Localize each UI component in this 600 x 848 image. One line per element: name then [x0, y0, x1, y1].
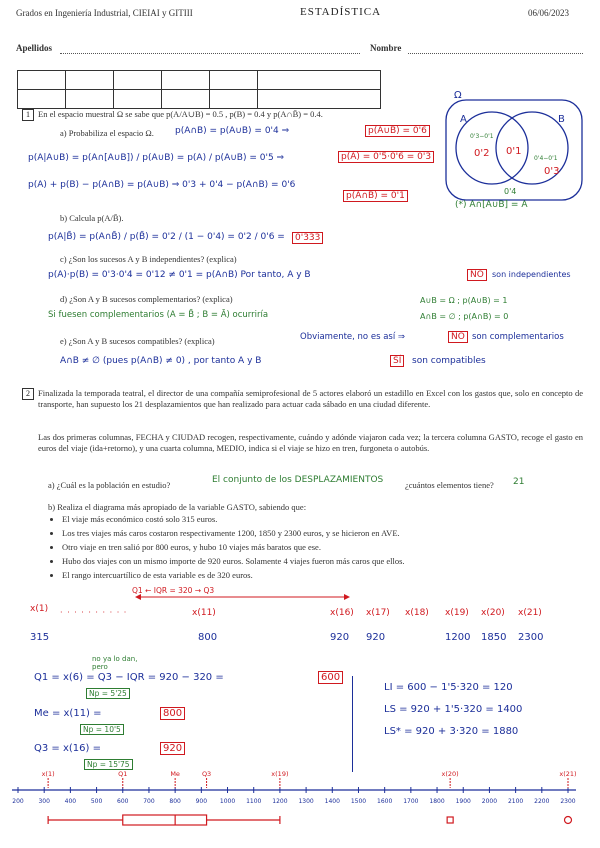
- axis-tick-label: 800: [169, 798, 181, 805]
- q3-calc: Q3 = x(16) =: [34, 743, 101, 754]
- q1-intro: En el espacio muestral Ω se sabe que p(A/A∪B) = 0.5 , p(B) = 0.4 y p(A∩B̄) = 0.4.: [38, 109, 323, 119]
- axis-marker-label: x(19): [271, 770, 289, 778]
- name-line: [408, 53, 583, 54]
- axis-tick-label: 1400: [324, 798, 340, 805]
- order-idx: x(16): [330, 608, 354, 618]
- q2-a-question2: ¿cuántos elementos tiene?: [405, 480, 494, 490]
- q3-np-box: Np = 15'75: [84, 759, 133, 770]
- axis-marker-label: Q1: [118, 770, 128, 778]
- q1-a-label: a) Probabiliza el espacio Ω.: [60, 128, 154, 138]
- axis-marker-label: x(20): [441, 770, 459, 778]
- q3-result-box: 920: [160, 742, 185, 755]
- axis-tick-label: 1500: [350, 798, 367, 805]
- q1-d-tail-pre: Obviamente, no es así ⇒: [300, 332, 406, 342]
- upper-fence-extreme: LS* = 920 + 3·320 = 1880: [384, 726, 519, 737]
- me-calc: Me = x(11) =: [34, 708, 102, 719]
- q1-a-line3: p(A) + p(B) − p(A∩B) = p(A∪B) ⇒ 0'3 + 0'4 − p(A∩B) = 0'6: [28, 180, 296, 190]
- q1-d-label: d) ¿Son A y B sucesos complementarios? (explica): [60, 294, 233, 304]
- venn-outside: 0'4: [504, 187, 517, 196]
- q1-b-box: 0'333: [292, 232, 323, 244]
- boxplot-axis: [0, 768, 600, 848]
- axis-tick-label: 1100: [246, 798, 262, 805]
- surname-line: [60, 53, 360, 54]
- upper-fence: LS = 920 + 1'5·320 = 1400: [384, 704, 523, 715]
- boxplot-extreme-outlier: [565, 817, 572, 824]
- name-label: Nombre: [370, 43, 402, 53]
- order-idx: x(19): [445, 608, 469, 618]
- q1-e-tail: son compatibles: [412, 356, 486, 366]
- axis-tick-label: 900: [195, 798, 208, 805]
- venn-intersection: 0'1: [506, 146, 522, 157]
- page-title: ESTADÍSTICA: [300, 6, 382, 18]
- order-idx: x(20): [481, 608, 505, 618]
- course-label: Grados en Ingeniería Industrial, CIEIAI y GITIII: [16, 8, 193, 18]
- q1-d-line: Si fuesen complementarios (A = B̄ ; B = Ā) ocurriría: [48, 310, 269, 320]
- axis-tick-label: 2200: [534, 798, 550, 805]
- question-1-number: 1: [22, 109, 34, 121]
- iqr-note: Q1 ← IQR = 320 → Q3: [132, 586, 215, 595]
- q1-result-box: 600: [318, 671, 343, 684]
- order-idx: x(17): [366, 608, 390, 618]
- q1-e-label: e) ¿Son A y B sucesos compatibles? (explica): [60, 336, 215, 346]
- order-val: 920: [330, 632, 350, 643]
- q2-a-answer: El conjunto de los DESPLAZAMIENTOS: [212, 475, 384, 485]
- q1-calc: Q1 = x(6) = Q3 − IQR = 920 − 320 =: [34, 672, 224, 683]
- q1-d-box: NO: [448, 331, 468, 343]
- grade-table: [17, 70, 381, 109]
- axis-tick-label: 600: [117, 798, 129, 805]
- q2-intro: Finalizada la temporada teatral, el director de una compañía semiprofesional de 5 actores elaboró un estadillo en Excel con los gastos que, solo en concepto de transporte, han supuesto los 21 desplazamientos que han realizado para actuar cada sábado en una ciudad diferente.: [38, 388, 583, 409]
- order-val: 920: [366, 632, 386, 643]
- q1-c-box: NO: [467, 269, 487, 281]
- axis-tick-label: 1700: [403, 798, 419, 805]
- order-val: 1850: [481, 632, 507, 643]
- q1-d-brace1: A∪B = Ω ; p(A∪B) = 1: [420, 296, 508, 305]
- exam-date: 06/06/2023: [528, 8, 570, 18]
- bullet-item: • Hubo dos viajes con un mismo importe de 920 euros. Solamente 4 viajes fueron más caros que ellos.: [62, 556, 582, 567]
- axis-marker-label: x(21): [559, 770, 577, 778]
- q1-c-line: p(A)·p(B) = 0'3·0'4 = 0'12 ≠ 0'1 = p(A∩B) Por tanto, A y B: [48, 270, 311, 280]
- venn-b-only: 0'3: [544, 166, 560, 177]
- q2-a-label: a) ¿Cuál es la población en estudio?: [48, 480, 171, 490]
- q1-e-box: SÍ: [390, 355, 404, 367]
- q1-a-box2: p(A) = 0'5·0'6 = 0'3: [338, 151, 434, 163]
- lower-fence: LI = 600 − 1'5·320 = 120: [384, 682, 513, 693]
- order-dots: · · · · · · · · · ·: [60, 608, 128, 617]
- q1-d-tail: son complementarios: [472, 332, 564, 342]
- order-idx: x(11): [192, 608, 216, 618]
- order-idx: x(21): [518, 608, 542, 618]
- order-idx: x(18): [405, 608, 429, 618]
- bullet-item: • El viaje más económico costó solo 315 euros.: [62, 514, 582, 525]
- axis-tick-label: 700: [143, 798, 155, 805]
- q1-e-line: A∩B ≠ ∅ (pues p(A∩B) ≠ 0) , por tanto A y B: [60, 356, 262, 366]
- q2-bullet-list: [48, 514, 582, 584]
- q1-a-line1: p(A∩B) = p(A∪B) = 0'4 ⇒: [175, 126, 290, 136]
- order-val: 800: [198, 632, 218, 643]
- order-val: 1200: [445, 632, 471, 643]
- axis-tick-label: 1200: [272, 798, 288, 805]
- boxplot-box: [123, 815, 207, 825]
- me-result-box: 800: [160, 707, 185, 720]
- q1-c-label: c) ¿Son los sucesos A y B independientes? (explica): [60, 254, 237, 264]
- q2-a-answer2: 21: [513, 477, 525, 487]
- q1-a-box1: p(A∪B) = 0'6: [365, 125, 430, 137]
- axis-tick-label: 400: [64, 798, 77, 805]
- bullet-item: • El rango intercuartílico de esta variable es de 320 euros.: [62, 570, 582, 581]
- bullet-item: • Los tres viajes más caros costaron respectivamente 1200, 1850 y 2300 euros, y se hicieron en AVE.: [62, 528, 582, 539]
- q1-note: no ya lo dan, pero: [92, 655, 138, 671]
- q1-a-line2: p(A|A∪B) = p(A∩[A∪B]) / p(A∪B) = p(A) / p(A∪B) = 0'5 ⇒: [28, 153, 285, 163]
- axis-marker-label: Me: [170, 770, 180, 778]
- q1-c-tail: son independientes: [492, 270, 571, 279]
- axis-tick-label: 1900: [455, 798, 471, 805]
- venn-a-only-expr: 0'3−0'1: [470, 133, 494, 140]
- question-2-number: 2: [22, 388, 34, 400]
- order-val: 315: [30, 632, 50, 643]
- axis-tick-label: 2300: [560, 798, 576, 805]
- axis-tick-label: 2100: [507, 798, 524, 805]
- iqr-arrow: [135, 592, 350, 602]
- axis-tick-label: 2000: [481, 798, 498, 805]
- q1-a-box3: p(A∩B) = 0'1: [343, 190, 408, 202]
- axis-marker-label: x(1): [41, 770, 55, 778]
- order-val: 2300: [518, 632, 544, 643]
- surname-label: Apellidos: [16, 43, 53, 53]
- venn-a-only: 0'2: [474, 148, 490, 159]
- q2-para2: Las dos primeras columnas, FECHA y CIUDAD recogen, respectivamente, cuándo y adónde viajaron cada vez; la tercera columna GASTO, recoge el gasto en euros del viaje (ida+retorno), y una cuarta columna, MEDIO, indica si el viaje se hizo en tren, furgoneta o autobús.: [38, 432, 583, 453]
- venn-label-b: B: [558, 114, 565, 125]
- q1-b-label: b) Calcula p(A/B̄).: [60, 213, 124, 223]
- me-np-box: Np = 10'5: [80, 724, 124, 735]
- omega-label: Ω: [454, 90, 462, 101]
- axis-tick-label: 300: [38, 798, 50, 805]
- divider-line: [352, 676, 353, 772]
- axis-tick-label: 200: [12, 798, 24, 805]
- order-idx: x(1): [30, 604, 49, 614]
- axis-tick-label: 1300: [298, 798, 314, 805]
- venn-b-only-expr: 0'4−0'1: [534, 155, 558, 162]
- q1-d-brace2: A∩B = ∅ ; p(A∩B) = 0: [420, 312, 509, 321]
- axis-tick-label: 1000: [219, 798, 236, 805]
- axis-tick-label: 1600: [377, 798, 393, 805]
- boxplot-mild-outlier: [447, 817, 453, 823]
- axis-tick-label: 1800: [429, 798, 445, 805]
- q1-b-line: p(A|B̄) = p(A∩B̄) / p(B̄) = 0'2 / (1 − 0'4) = 0'2 / 0'6 =: [48, 232, 285, 242]
- venn-label-a: A: [460, 114, 467, 125]
- bullet-item: • Otro viaje en tren salió por 800 euros, y hubo 10 viajes más baratos que ese.: [62, 542, 582, 553]
- axis-marker-label: Q3: [201, 770, 212, 778]
- q1-np-box: Np = 5'25: [86, 688, 130, 699]
- q1-a-note: (*) A∩[A∪B] = A: [455, 200, 528, 210]
- venn-diagram: [440, 88, 590, 208]
- q2-b-label: b) Realiza el diagrama más apropiado de la variable GASTO, sabiendo que:: [48, 502, 307, 512]
- axis-tick-label: 500: [90, 798, 103, 805]
